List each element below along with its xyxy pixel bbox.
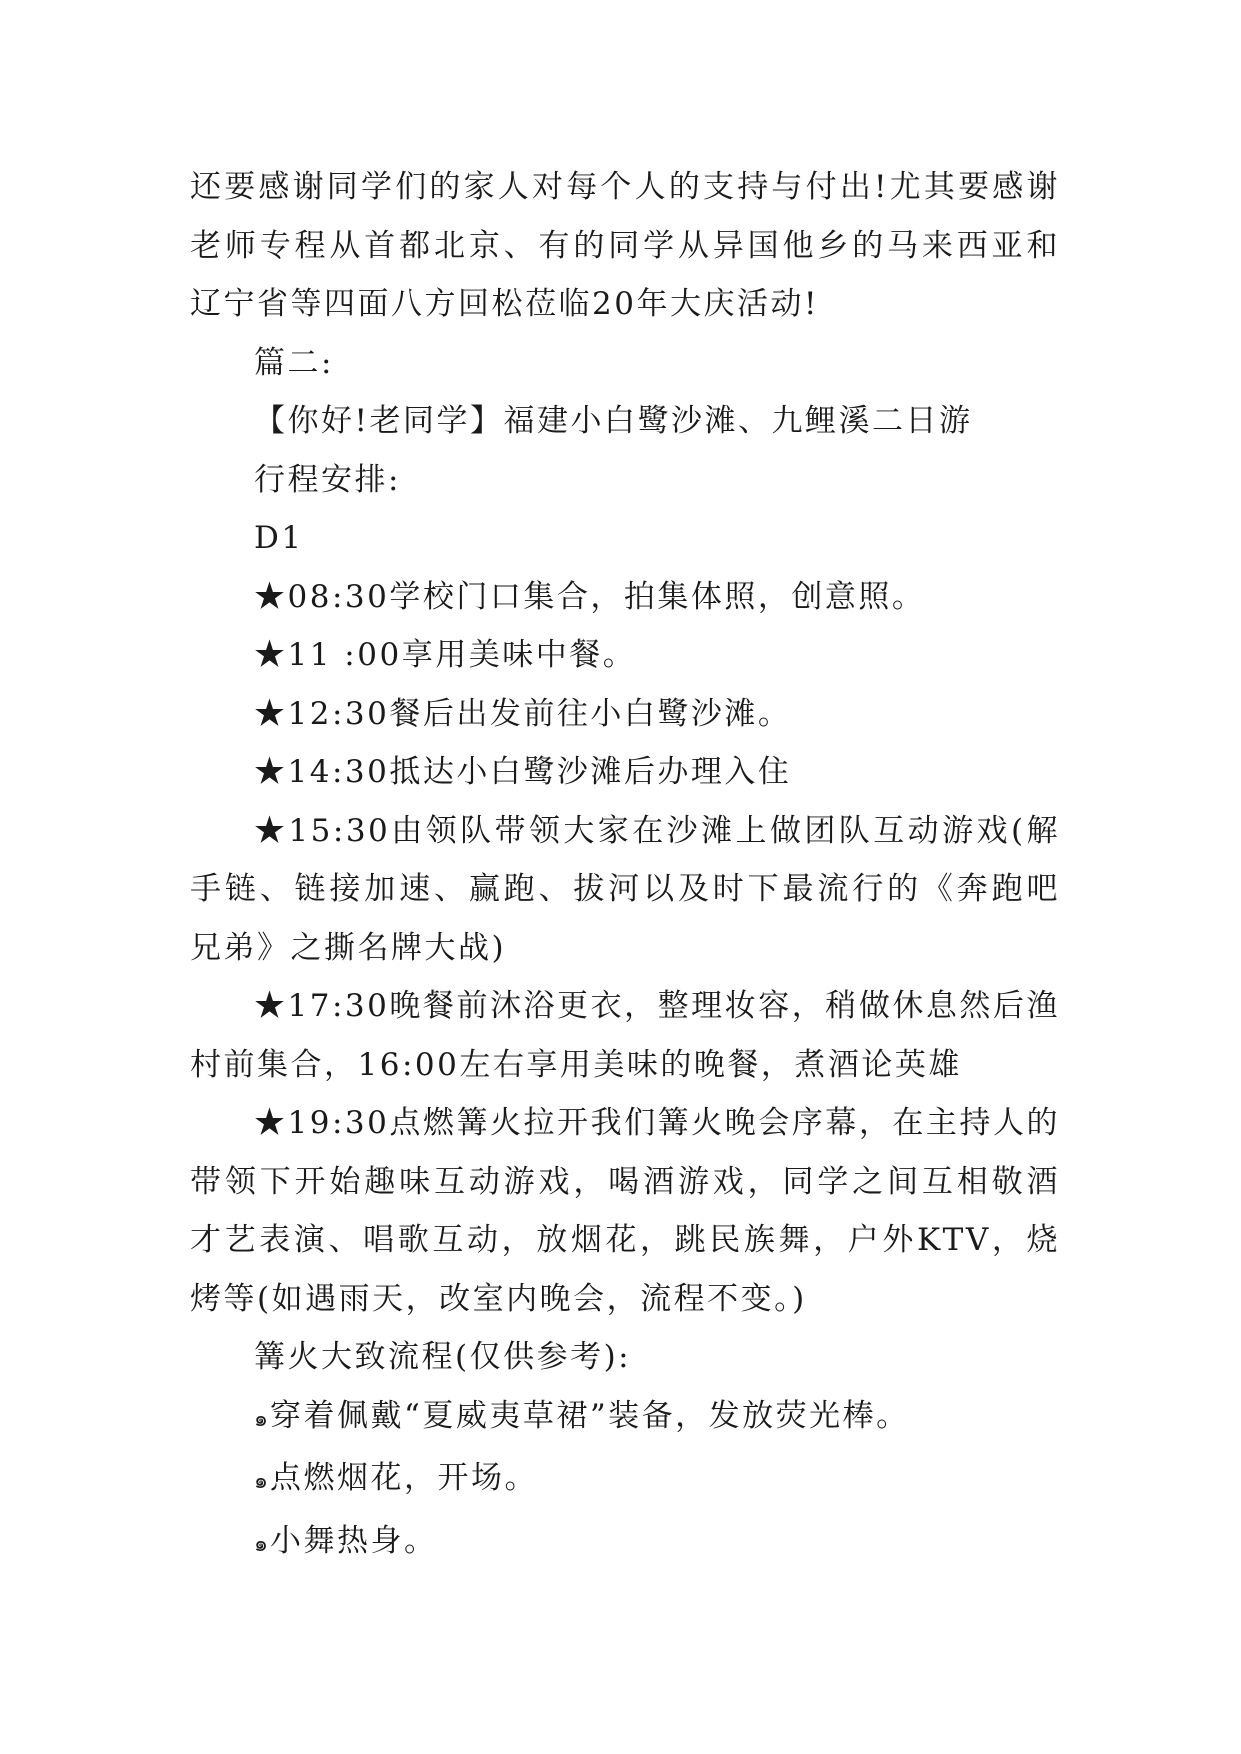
schedule-item: ★19:30点燃篝火拉开我们篝火晚会序幕，在主持人的带领下开始趣味互动游戏，喝酒游戏，同学之间互相敬酒才艺表演、唱歌互动，放烟花，跳民族舞，户外KTV，烧烤等(如遇雨天，改室内晚会，流程不变。) (190, 1105, 1060, 1317)
bullet-item (190, 1449, 1060, 1512)
schedule-item: ★17:30晚餐前沐浴更衣，整理妆容，稍做休息然后渔村前集合，16:00左右享用美味的晚餐，煮酒论英雄 (190, 988, 1060, 1083)
section-heading: 篇二: (254, 344, 334, 381)
bullet-text: 穿着佩戴“夏威夷草裙”装备，发放荧光棒。 (269, 1397, 910, 1434)
document-body (190, 158, 1060, 1574)
bullet-item (190, 1387, 1060, 1450)
bonfire-flow-label: 篝火大致流程(仅供参考): (254, 1339, 632, 1375)
itinerary-label: 行程安排: (254, 461, 401, 498)
schedule-item: ★14:30抵达小白鹭沙滩后办理入住 (254, 754, 792, 790)
paragraph-thanks: 还要感谢同学们的家人对每个人的支持与付出!尤其要感谢老师专程从首都北京、有的同学从异国他乡的马来西亚和辽宁省等四面八方回松莅临20年大庆活动! (190, 169, 1060, 322)
schedule-item: ★15:30由领队带领大家在沙滩上做团队互动游戏(解手链、链接加速、赢跑、拔河以及时下最流行的《奔跑吧兄弟》之撕名牌大战) (190, 812, 1060, 966)
trip-title: 【你好!老同学】福建小白鹭沙滩、九鲤溪二日游 (254, 403, 973, 439)
bullet-text: 点燃烟花，开场。 (269, 1460, 538, 1496)
bullet-icon: ๑ (254, 1469, 268, 1494)
bullet-icon: ๑ (254, 1406, 268, 1432)
bullet-icon: ๑ (254, 1531, 268, 1557)
day-label: D1 (254, 520, 304, 556)
schedule-item: ★12:30餐后出发前往小白鹭沙滩。 (254, 695, 792, 732)
schedule-item: ★11 :00享用美味中餐。 (254, 637, 637, 673)
bullet-item (190, 1512, 1060, 1575)
bullet-text: 小舞热身。 (269, 1522, 438, 1559)
schedule-item: ★08:30学校门口集合，拍集体照，创意照。 (254, 578, 926, 615)
